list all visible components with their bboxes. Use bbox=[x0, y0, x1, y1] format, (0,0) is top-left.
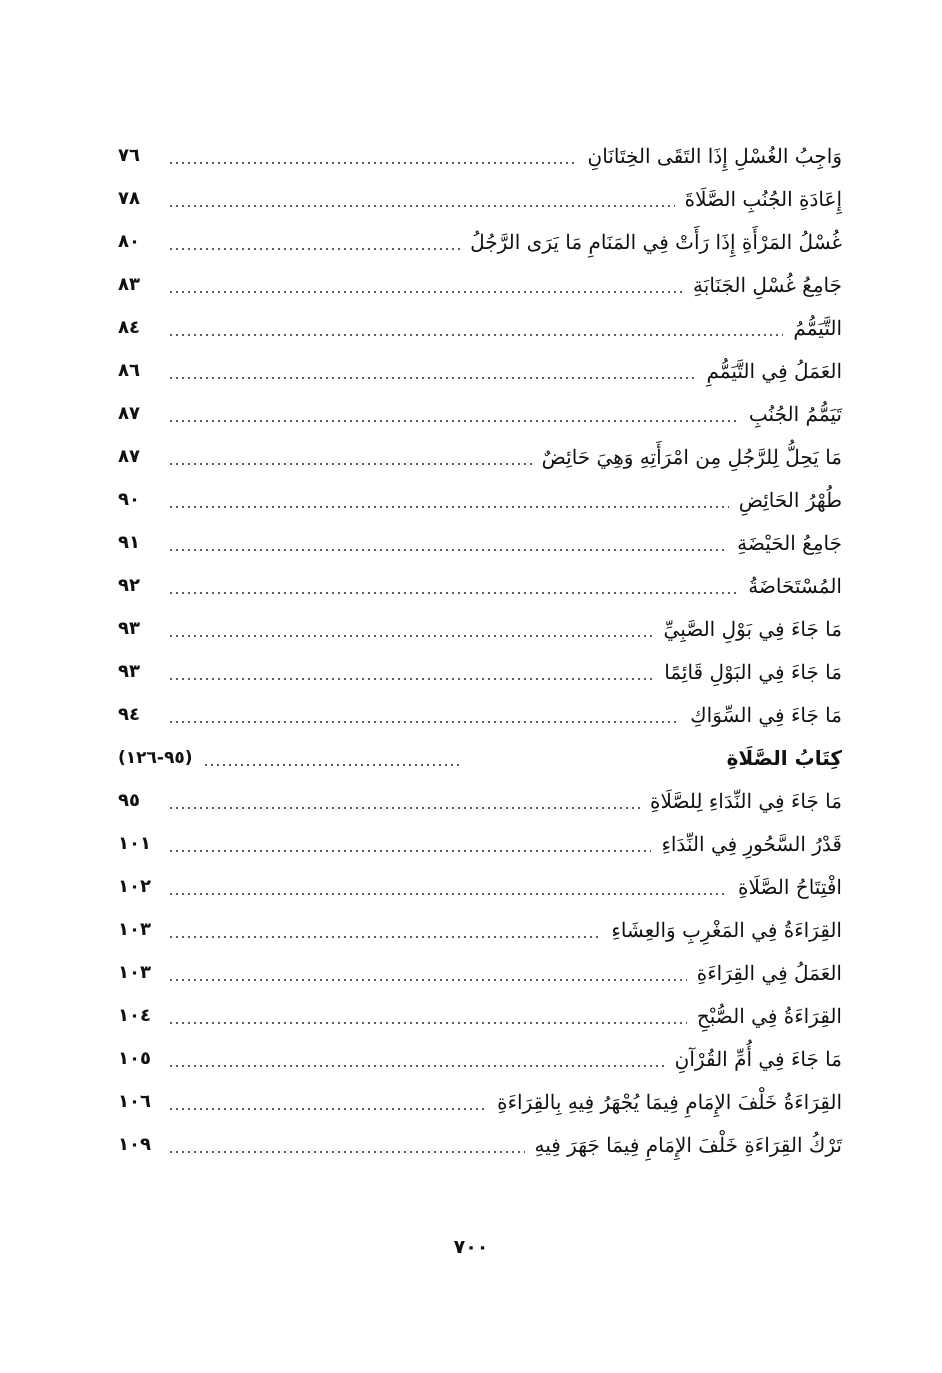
toc-entry-page: ١٠٢ bbox=[118, 876, 151, 897]
dot-leader bbox=[168, 205, 675, 207]
dot-leader bbox=[168, 420, 739, 422]
toc-entry bbox=[118, 306, 842, 349]
dot-leader bbox=[168, 936, 601, 938]
toc-entry-page: ٩٣ bbox=[118, 661, 140, 682]
toc-entry-title: العَمَلُ فِي القِرَاءَةِ bbox=[696, 960, 842, 985]
toc-entry-page: ٩٠ bbox=[118, 489, 140, 510]
dot-leader bbox=[168, 1108, 487, 1110]
toc-entry-title: طُهْرُ الحَائِضِ bbox=[738, 487, 842, 512]
toc-entry bbox=[118, 564, 842, 607]
dot-leader bbox=[168, 1151, 525, 1153]
toc-entry-page: ١٠٩ bbox=[118, 1134, 151, 1155]
toc-entry-title: العَمَلُ فِي التَّيَمُّمِ bbox=[706, 358, 842, 383]
toc-entry-page: ٨٧ bbox=[118, 403, 140, 424]
toc-entry bbox=[118, 865, 842, 908]
toc-entry bbox=[118, 263, 842, 306]
toc-entry-page: ٧٨ bbox=[118, 188, 140, 209]
toc-entry-page: ١٠٣ bbox=[118, 919, 151, 940]
toc-entry-title: تَرْكُ القِرَاءَةِ خَلْفَ الإِمَامِ فِيمَا جَهَرَ فِيهِ bbox=[534, 1132, 842, 1157]
dot-leader bbox=[168, 248, 460, 250]
toc-entry-title: المُسْتَحَاضَةُ bbox=[748, 573, 842, 598]
toc-entry-title: غُسْلُ المَرْأَةِ إِذَا رَأَتْ فِي المَنَامِ مَا يَرَى الرَّجُلُ bbox=[470, 229, 842, 254]
toc-entry-title: وَاجِبُ الغُسْلِ إِذَا التَقَى الخِتَانَانِ bbox=[587, 143, 842, 168]
toc-entry-page: ٨٣ bbox=[118, 274, 140, 295]
dot-leader bbox=[168, 1022, 687, 1024]
toc-entry-title: التَّيَمُّمُ bbox=[793, 315, 842, 340]
dot-leader bbox=[168, 377, 696, 379]
toc-entry-page: ٩٥ bbox=[118, 790, 140, 811]
toc-entry bbox=[118, 693, 842, 736]
dot-leader bbox=[168, 721, 680, 723]
dot-leader bbox=[168, 979, 687, 981]
toc-section-heading bbox=[118, 736, 842, 779]
dot-leader bbox=[168, 463, 532, 465]
toc-entry bbox=[118, 220, 842, 263]
toc-entry-title: مَا جَاءَ فِي بَوْلِ الصَّبِيِّ bbox=[663, 616, 842, 641]
toc-entry-title: القِرَاءَةُ فِي المَغْرِبِ وَالعِشَاءِ bbox=[611, 917, 842, 942]
page-number: ٧٠٠ bbox=[453, 1236, 489, 1258]
toc-entry bbox=[118, 650, 842, 693]
toc-entry bbox=[118, 994, 842, 1037]
toc-entry-title: القِرَاءَةُ خَلْفَ الإِمَامِ فِيمَا يُجْهَرُ فِيهِ بِالقِرَاءَةِ bbox=[497, 1089, 842, 1114]
toc-entry bbox=[118, 908, 842, 951]
toc-entry-page: ٩٤ bbox=[118, 704, 140, 725]
toc-entry-page: ٨٠ bbox=[118, 231, 140, 252]
toc-entry-page: ٨٧ bbox=[118, 446, 140, 467]
toc-entry bbox=[118, 392, 842, 435]
dot-leader bbox=[168, 162, 578, 164]
toc-entry-title: إِعَادَةِ الجُنُبِ الصَّلَاةَ bbox=[684, 186, 842, 211]
toc-entry-page: ٨٦ bbox=[118, 360, 140, 381]
toc-entry bbox=[118, 1080, 842, 1123]
dot-leader bbox=[168, 334, 783, 336]
dot-leader bbox=[168, 291, 683, 293]
toc-entry-title: مَا يَحِلُّ لِلرَّجُلِ مِن امْرَأَتِهِ وَهِيَ حَائِضٌ bbox=[541, 444, 842, 469]
toc-entry bbox=[118, 822, 842, 865]
section-heading-range: (٩٥-١٢٦) bbox=[118, 747, 193, 768]
dot-leader bbox=[168, 506, 729, 508]
toc-entry bbox=[118, 951, 842, 994]
toc-entry-title: مَا جَاءَ فِي البَوْلِ قَائِمًا bbox=[664, 659, 842, 684]
dot-leader bbox=[168, 1065, 665, 1067]
toc-entry-title: جَامِعُ غُسْلِ الجَنَابَةِ bbox=[693, 272, 842, 297]
toc-entry-title: افْتِتَاحُ الصَّلَاةِ bbox=[738, 874, 842, 899]
toc-entry-page: ٧٦ bbox=[118, 145, 140, 166]
toc-entry-page: ١٠٥ bbox=[118, 1048, 151, 1069]
toc-entry bbox=[118, 1123, 842, 1166]
dot-leader bbox=[168, 635, 654, 637]
toc-entry-page: ٩٣ bbox=[118, 618, 140, 639]
toc-entry bbox=[118, 607, 842, 650]
dot-leader bbox=[168, 893, 728, 895]
toc-entry-page: ١٠٣ bbox=[118, 962, 151, 983]
toc-entry-page: ١٠١ bbox=[118, 833, 151, 854]
toc-entry-title: مَا جَاءَ فِي السِّوَاكِ bbox=[690, 702, 842, 727]
toc-entry-title: تَيَمُّمُ الجُنُبِ bbox=[748, 401, 842, 426]
toc-entry-title: مَا جَاءَ فِي أُمِّ القُرْآنِ bbox=[674, 1046, 842, 1071]
toc-entry bbox=[118, 349, 842, 392]
dot-leader bbox=[168, 549, 727, 551]
toc-entry-title: القِرَاءَةُ فِي الصُّبْحِ bbox=[696, 1003, 842, 1028]
toc-entry-page: ١٠٤ bbox=[118, 1005, 151, 1026]
dot-leader bbox=[203, 764, 462, 766]
dot-leader bbox=[168, 592, 738, 594]
toc-entry bbox=[118, 177, 842, 220]
toc-entry bbox=[118, 521, 842, 564]
dot-leader bbox=[168, 678, 654, 680]
toc-entry bbox=[118, 478, 842, 521]
table-of-contents bbox=[118, 134, 842, 1166]
toc-entry-page: ٩٢ bbox=[118, 575, 140, 596]
dot-leader bbox=[168, 850, 651, 852]
toc-entry-title: جَامِعُ الحَيْضَةِ bbox=[737, 530, 842, 555]
toc-entry bbox=[118, 1037, 842, 1080]
toc-entry-title: مَا جَاءَ فِي النِّدَاءِ لِلصَّلَاةِ bbox=[650, 788, 842, 813]
toc-entry-page: ٩١ bbox=[118, 532, 140, 553]
dot-leader bbox=[168, 807, 640, 809]
toc-entry bbox=[118, 435, 842, 478]
toc-entry-page: ٨٤ bbox=[118, 317, 140, 338]
toc-entry-title: قَدْرُ السَّحُورِ فِي النِّدَاءِ bbox=[661, 831, 842, 856]
toc-entry bbox=[118, 134, 842, 177]
section-heading-title: كِتَابُ الصَّلَاةِ bbox=[726, 745, 842, 770]
toc-entry bbox=[118, 779, 842, 822]
toc-entry-page: ١٠٦ bbox=[118, 1091, 151, 1112]
